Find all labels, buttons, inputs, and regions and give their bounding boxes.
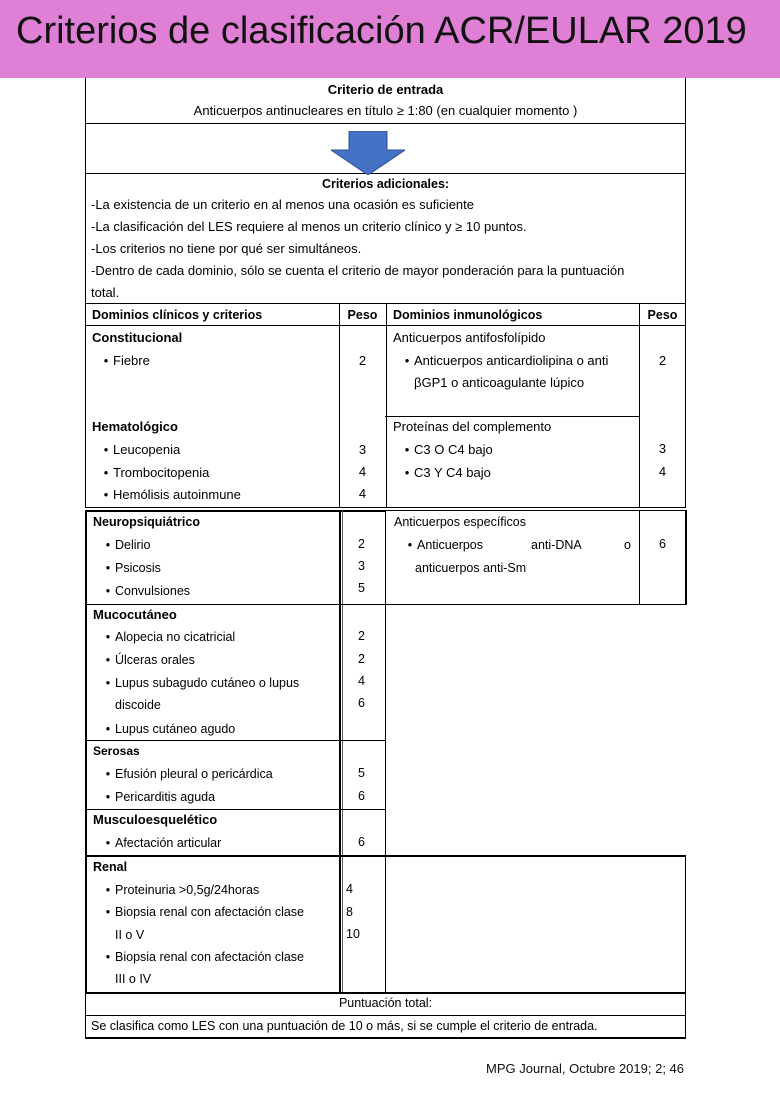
header-immuno: Dominios inmunológicos [393, 308, 543, 322]
list-item-continuation: II o V [115, 928, 145, 942]
list-item-word: anti-DNA [531, 538, 582, 552]
header-peso-2: Peso [647, 308, 678, 322]
list-item: • Anticuerpos [407, 538, 484, 552]
domain-musculoesqueletico: Musculoesquelético [93, 812, 218, 827]
entry-heading: Criterio de entrada [327, 82, 444, 97]
weight: 2 [658, 353, 667, 368]
list-item: • Delirio [105, 538, 151, 552]
domain-hematologico: Hematológico [92, 419, 178, 434]
domain-neuro: Neuropsiquiátrico [93, 515, 200, 529]
list-item: • Leucopenia [103, 442, 181, 457]
list-item: • Hemólisis autoinmune [103, 487, 241, 502]
list-item: • C3 O C4 bajo [404, 442, 493, 457]
weight: 5 [358, 766, 365, 780]
list-item: • Trombocitopenia [103, 465, 210, 480]
list-item: • Convulsiones [105, 584, 191, 598]
domain-serosas: Serosas [93, 744, 140, 758]
weight: 2 [358, 537, 365, 551]
weight: 4 [346, 882, 353, 896]
header-peso-1: Peso [347, 308, 378, 322]
weight: 6 [358, 696, 365, 710]
list-item: • Efusión pleural o pericárdica [105, 767, 273, 781]
additional-line-2: -La clasificación del LES requiere al menos un criterio clínico y ≥ 10 puntos. [91, 219, 527, 234]
weight: 4 [358, 486, 367, 501]
list-item-continuation: βGP1 o anticoagulante lúpico [414, 375, 585, 390]
total-label: Puntuación total: [338, 996, 433, 1010]
weight: 4 [358, 674, 365, 688]
list-item: • Anticuerpos anticardiolipina o anti [404, 353, 609, 368]
list-item: • Lupus subagudo cutáneo o lupus [105, 676, 300, 690]
classification-note: Se clasifica como LES con una puntuación de 10 o más, si se cumple el criterio de entrada. [91, 1019, 598, 1033]
list-item: • Biopsia renal con afectación clase [105, 905, 305, 919]
weight: 10 [346, 927, 360, 941]
weight: 3 [358, 442, 367, 457]
weight: 3 [658, 441, 667, 456]
list-item: • Alopecia no cicatricial [105, 630, 236, 644]
down-arrow-icon [331, 131, 405, 175]
list-item: • Fiebre [103, 353, 150, 368]
weight: 3 [358, 559, 365, 573]
list-item: • Proteinuria >0,5g/24horas [105, 883, 260, 897]
list-item: • Afectación articular [105, 836, 222, 850]
additional-line-3: -Los criterios no tiene por qué ser simultáneos. [91, 241, 362, 256]
list-item-continuation: discoide [115, 698, 161, 712]
list-item-continuation: III o IV [115, 972, 152, 986]
list-item: • Pericarditis aguda [105, 790, 216, 804]
additional-line-4: -Dentro de cada dominio, sólo se cuenta el criterio de mayor ponderación para la puntuación [91, 263, 625, 278]
weight: 6 [659, 537, 666, 551]
list-item: • Lupus cutáneo agudo [105, 722, 236, 736]
weight: 2 [358, 629, 365, 643]
weight: 4 [358, 464, 367, 479]
domain-renal: Renal [93, 860, 128, 874]
weight: 4 [658, 464, 667, 479]
list-item-word: o [624, 538, 631, 552]
list-item: • Psicosis [105, 561, 161, 575]
domain-complemento: Proteínas del complemento [393, 419, 552, 434]
weight: 2 [358, 353, 367, 368]
weight: 2 [358, 652, 365, 666]
domain-antifosfolipido: Anticuerpos antifosfolípido [393, 330, 546, 345]
list-item: • Biopsia renal con afectación clase [105, 950, 305, 964]
list-item: • Úlceras orales [105, 653, 195, 667]
weight: 6 [358, 789, 365, 803]
additional-heading: Criterios adicionales: [321, 177, 450, 191]
page-title: Criterios de clasificación ACR/EULAR 2019 [16, 10, 747, 52]
weight: 6 [358, 835, 365, 849]
additional-line-1: -La existencia de un criterio en al menos una ocasión es suficiente [91, 197, 474, 212]
entry-text: Anticuerpos antinucleares en título ≥ 1:80 (en cualquier momento ) [193, 103, 578, 118]
domain-constitucional: Constitucional [92, 330, 183, 345]
source-citation: MPG Journal, Octubre 2019; 2; 46 [486, 1061, 684, 1076]
additional-line-5: total. [91, 285, 120, 300]
header-clinical: Dominios clínicos y criterios [92, 308, 263, 322]
domain-especificos: Anticuerpos específicos [394, 515, 527, 529]
domain-mucocutaneo: Mucocutáneo [93, 607, 177, 622]
weight: 5 [358, 581, 365, 595]
title-banner [0, 0, 780, 78]
weight: 8 [346, 905, 353, 919]
list-item: • C3 Y C4 bajo [404, 465, 491, 480]
list-item-continuation: anticuerpos anti-Sm [415, 561, 527, 575]
